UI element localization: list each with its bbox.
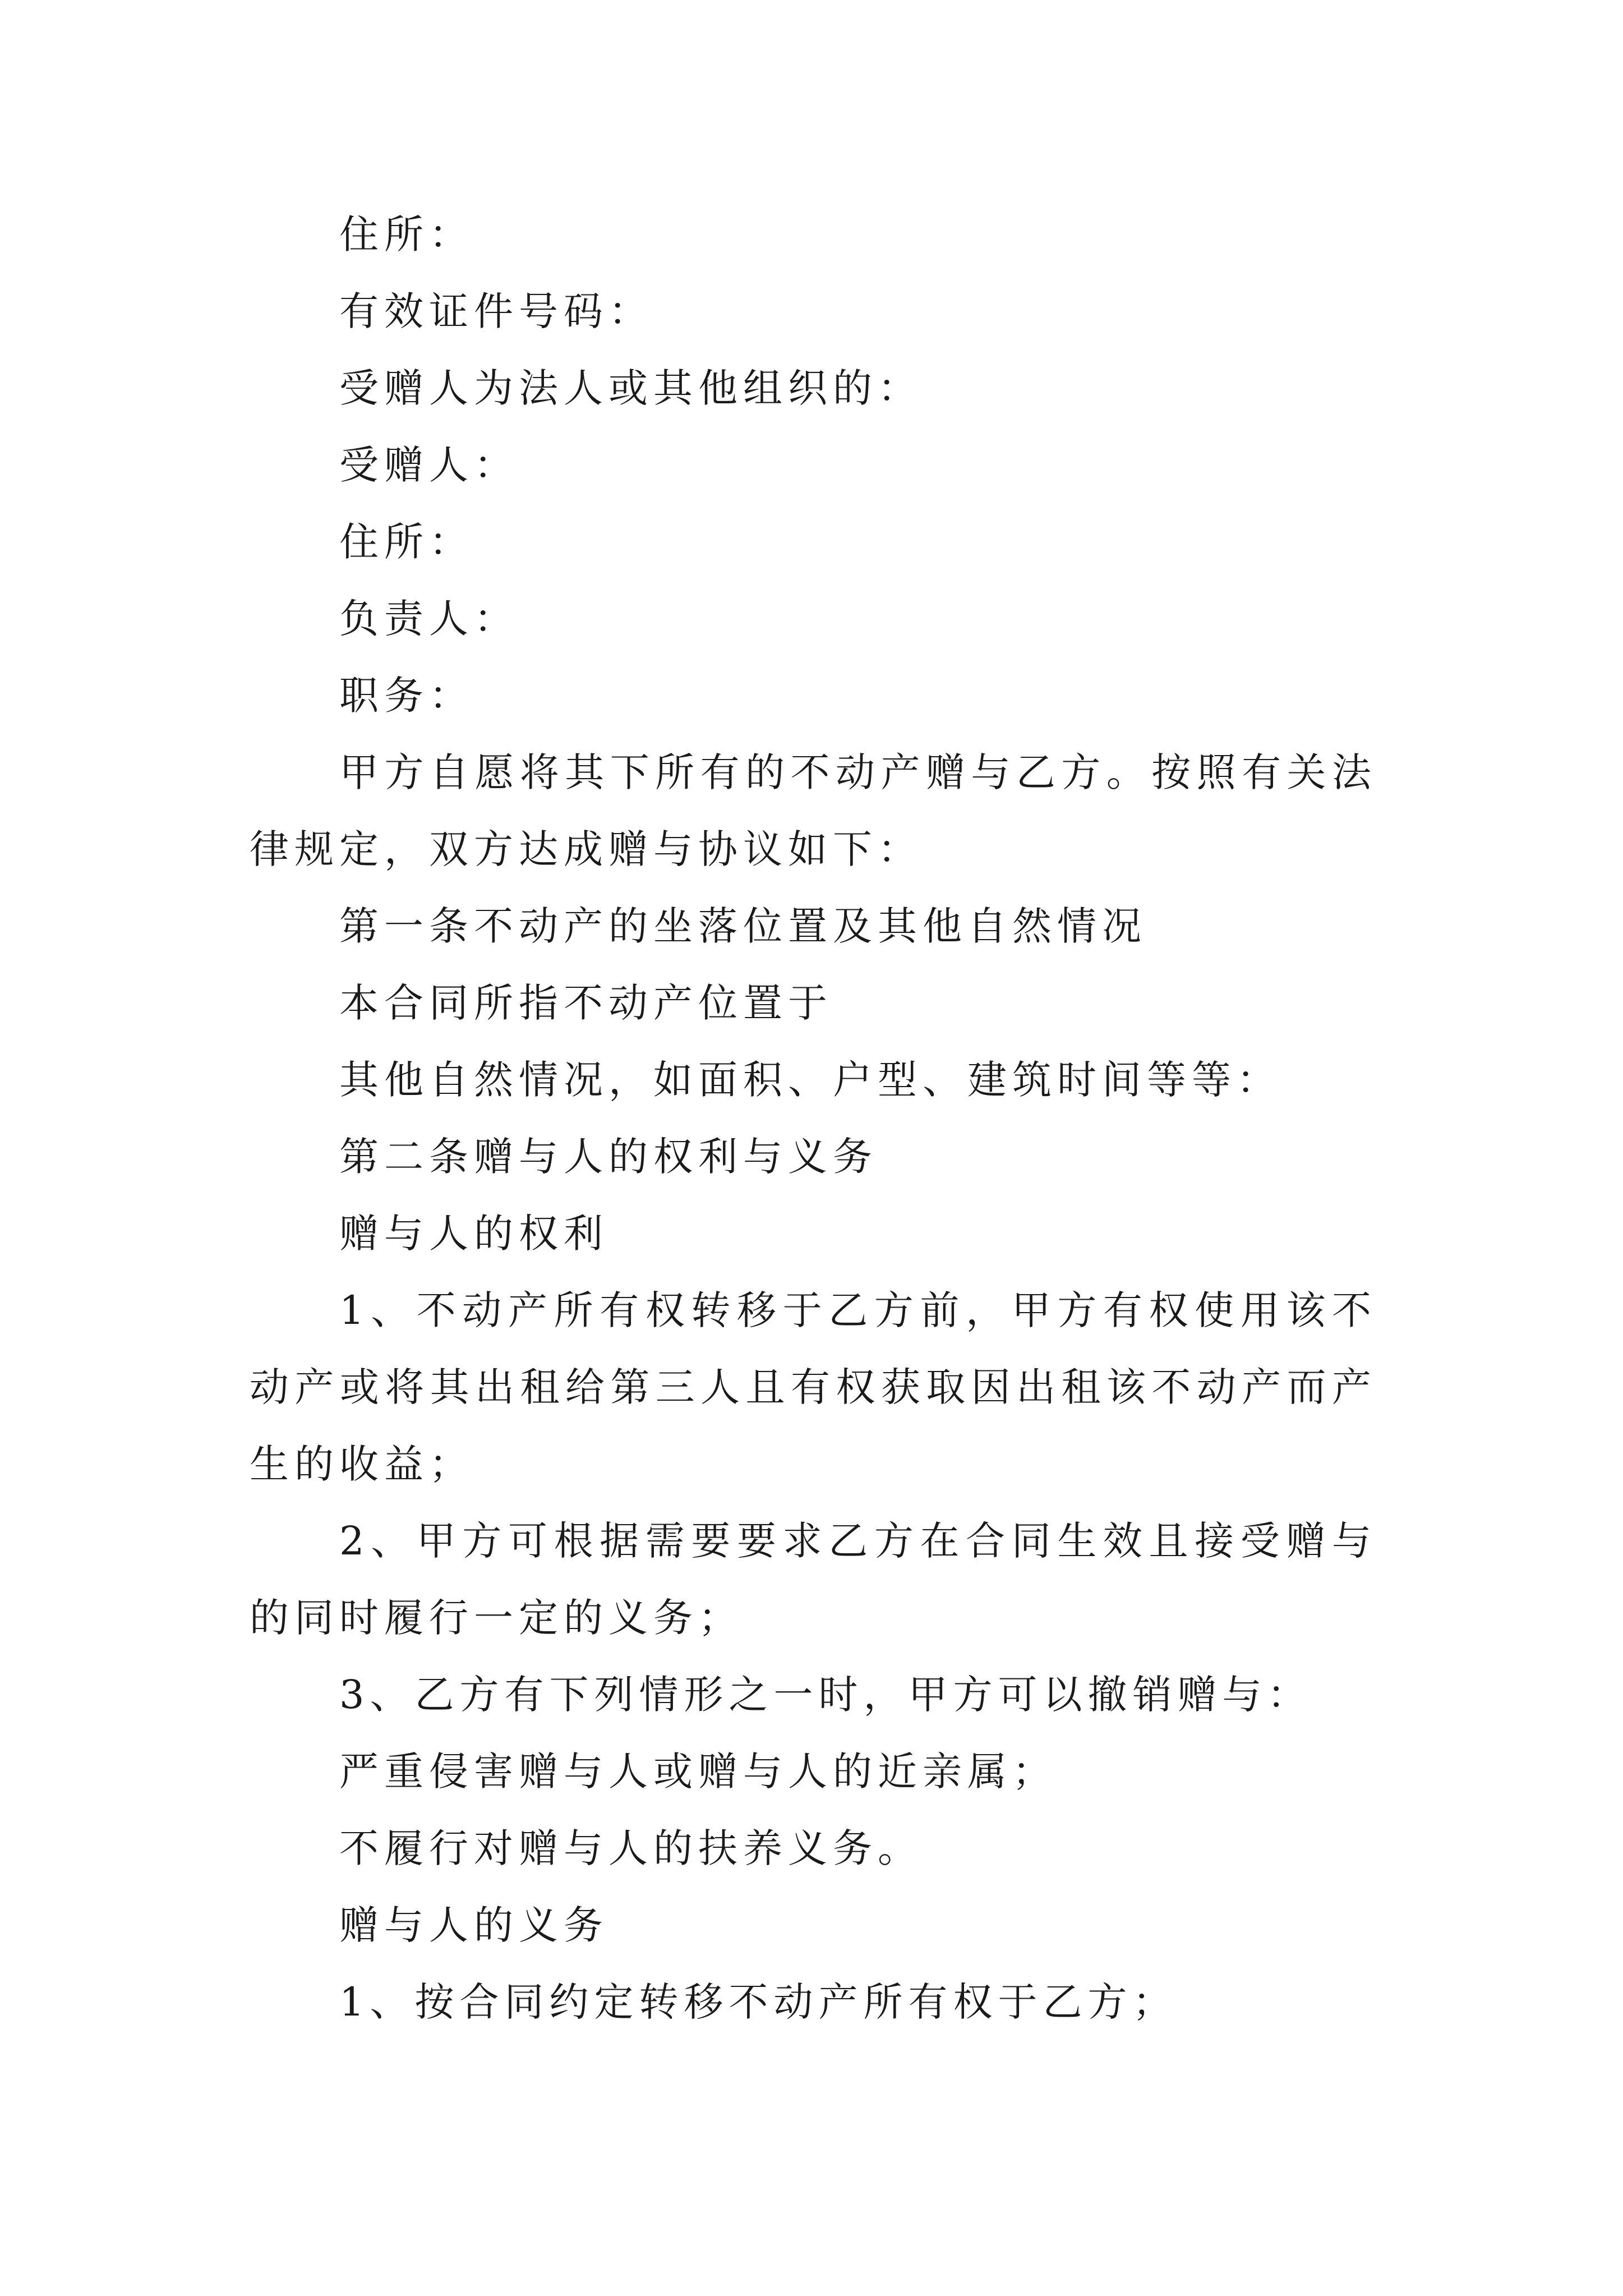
paragraph-right-2: 2、甲方可根据需要要求乙方在合同生效且接受赠与的同时履行一定的义务； — [250, 1518, 1377, 1641]
paragraph-right-3-item-1: 严重侵害赠与人或赠与人的近亲属； — [339, 1749, 1057, 1795]
paragraph-other-conditions: 其他自然情况，如面积、户型、建筑时间等等： — [339, 1057, 1281, 1103]
paragraph-donee: 受赠人： — [339, 442, 519, 488]
paragraph-donee-residence: 住所： — [339, 519, 474, 565]
paragraph-id-number: 有效证件号码： — [339, 288, 653, 334]
article-one-heading: 第一条不动产的坐落位置及其他自然情况 — [339, 903, 1147, 949]
paragraph-property-location: 本合同所指不动产位置于 — [339, 980, 833, 1026]
paragraph-position: 职务： — [339, 673, 474, 719]
paragraph-right-3-item-2: 不履行对赠与人的扶养义务。 — [339, 1825, 923, 1871]
article-two-heading: 第二条赠与人的权利与义务 — [339, 1134, 878, 1180]
document-body — [250, 196, 1377, 2041]
paragraph-right-3: 3、乙方有下列情形之一时，甲方可以撤销赠与： — [339, 1672, 1312, 1718]
paragraph-person-in-charge: 负责人： — [339, 596, 519, 642]
section-donor-rights: 赠与人的权利 — [339, 1211, 608, 1257]
paragraph-agreement-intro: 甲方自愿将其下所有的不动产赠与乙方。按照有关法律规定，双方达成赠与协议如下： — [250, 749, 1377, 872]
section-donor-obligations: 赠与人的义务 — [339, 1902, 608, 1948]
paragraph-donee-organization: 受赠人为法人或其他组织的： — [339, 365, 923, 411]
paragraph-right-1: 1、不动产所有权转移于乙方前，甲方有权使用该不动产或将其出租给第三人且有权获取因出租该不动产而产生的收益； — [250, 1287, 1377, 1487]
paragraph-obligation-1: 1、按合同约定转移不动产所有权于乙方； — [339, 1979, 1178, 2025]
paragraph-residence: 住所： — [339, 211, 474, 257]
